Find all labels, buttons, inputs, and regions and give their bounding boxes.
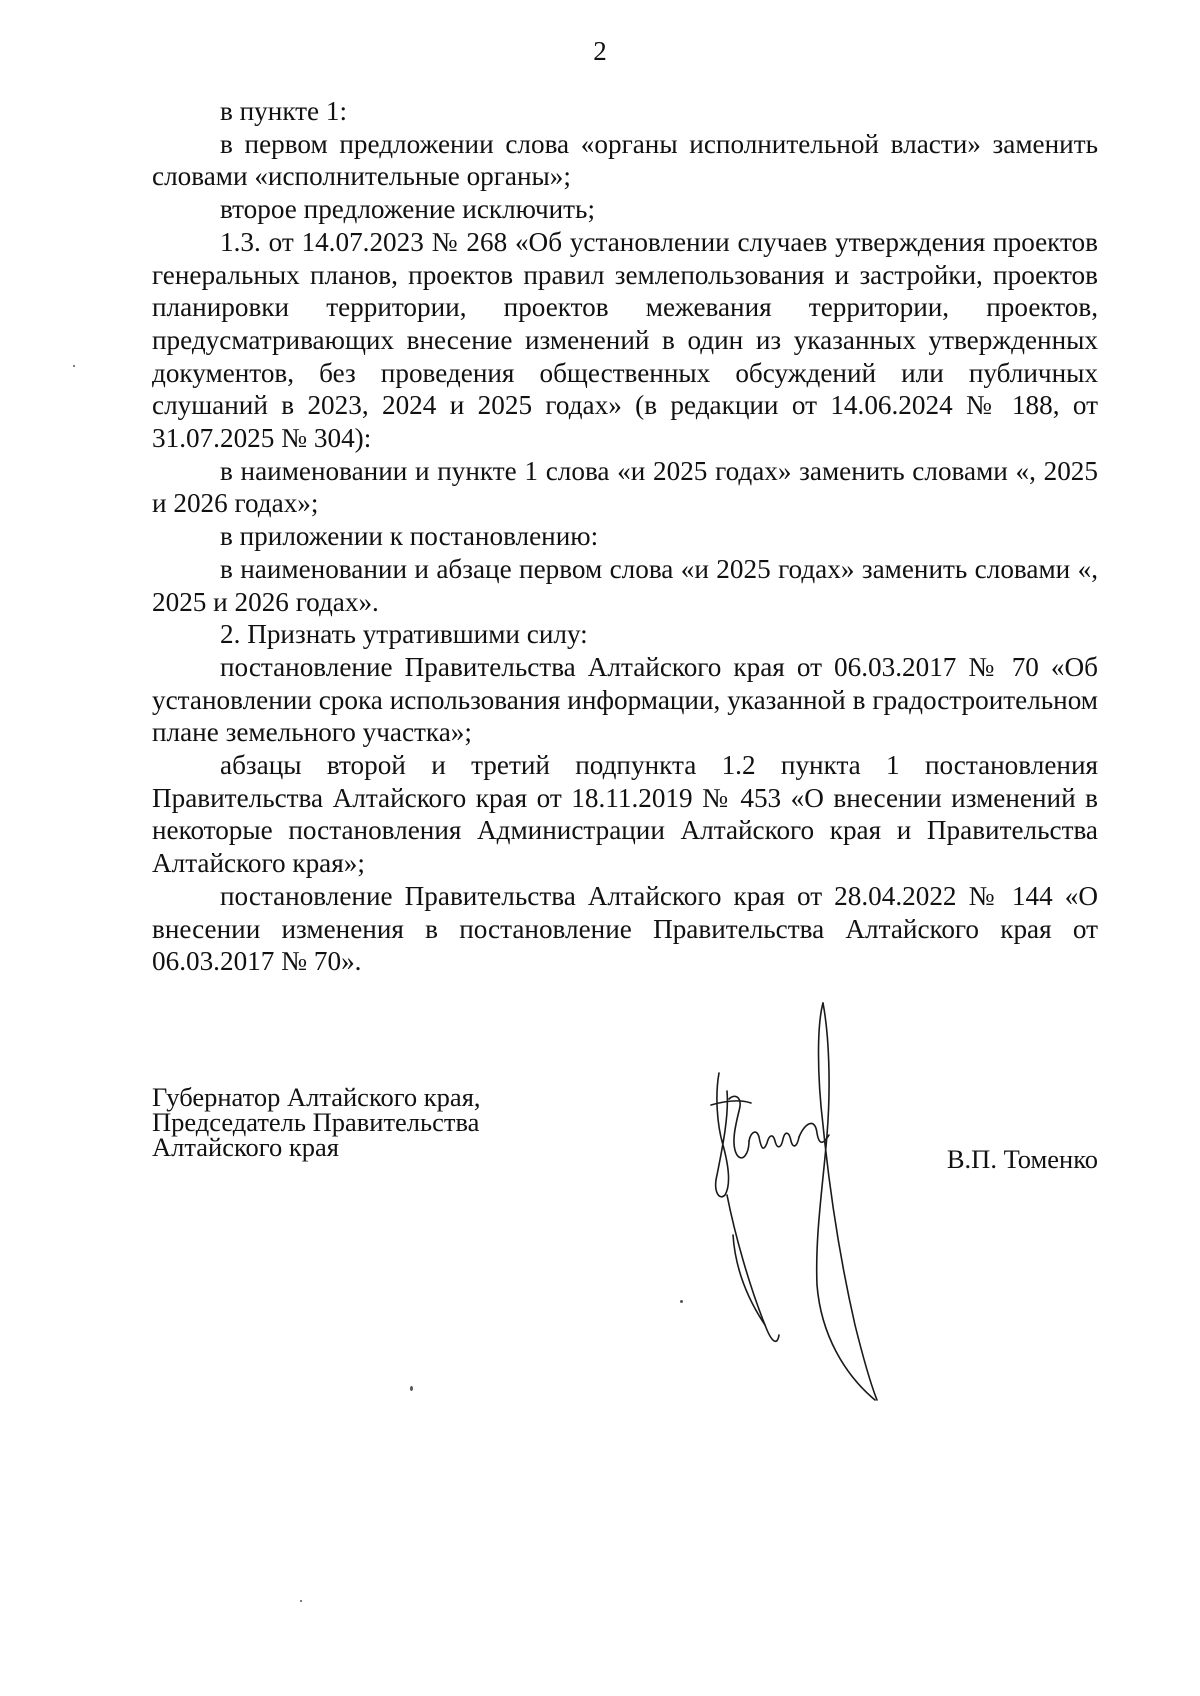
scan-speck (300, 1600, 302, 1602)
paragraph: постановление Правительства Алтайского края от 28.04.2022 № 144 «О внесении изменения в постановление Правительства Алтайского края от 06.03.2017 № 70». (152, 880, 1098, 977)
paragraph: абзацы второй и третий подпункта 1.2 пункта 1 постановления Правительства Алтайского края от 18.11.2019 № 453 «О внесении изменений в некоторые постановления Администрации Алтайского края и Правительства Алтайского края»; (152, 750, 1098, 879)
scan-speck (680, 1300, 683, 1303)
paragraph: в наименовании и пункте 1 слова «и 2025 годах» заменить словами «, 2025 и 2026 годах»; (152, 455, 1098, 519)
signatory-title (152, 1082, 481, 1162)
handwritten-signature-icon (705, 995, 915, 1415)
scan-speck (73, 365, 75, 367)
scan-speck (410, 1386, 413, 1391)
paragraph: в приложении к постановлению: (220, 521, 599, 552)
document-body (152, 95, 1098, 978)
paragraph: в первом предложении слова «органы исполнительной власти» заменить словами «исполнительные органы»; (152, 128, 1098, 192)
page-number: 2 (593, 36, 607, 66)
signatory-title-line: Губернатор Алтайского края, (152, 1082, 481, 1112)
paragraph: 1.3. от 14.07.2023 № 268 «Об установлении случаев утверждения проектов генеральных планов, проектов правил землепользования и застройки, проектов планировки территории, проектов межевания территории, проектов, предусматривающих внесение изменений в один из указанных утвержденных документов, без проведения общественных обсуждений или публичных слушаний в 2023, 2024 и 2025 годах» (в редакции от 14.06.2024 № 188, от 31.07.2025 № 304): (152, 226, 1098, 454)
paragraph: в пункте 1: (220, 96, 348, 126)
paragraph: 2. Признать утратившими силу: (220, 619, 588, 650)
paragraph: постановление Правительства Алтайского края от 06.03.2017 № 70 «Об установлении срока использования информации, указанной в градостроительном плане земельного участка»; (152, 651, 1098, 748)
signatory-name: В.П. Томенко (946, 1144, 1098, 1174)
paragraph: второе предложение исключить; (220, 194, 596, 225)
paragraph: в наименовании и абзаце первом слова «и 2025 годах» заменить словами «, 2025 и 2026 годах». (152, 553, 1098, 617)
signatory-title-line: Алтайского края (152, 1132, 339, 1162)
signatory-title-line: Председатель Правительства (152, 1107, 480, 1137)
